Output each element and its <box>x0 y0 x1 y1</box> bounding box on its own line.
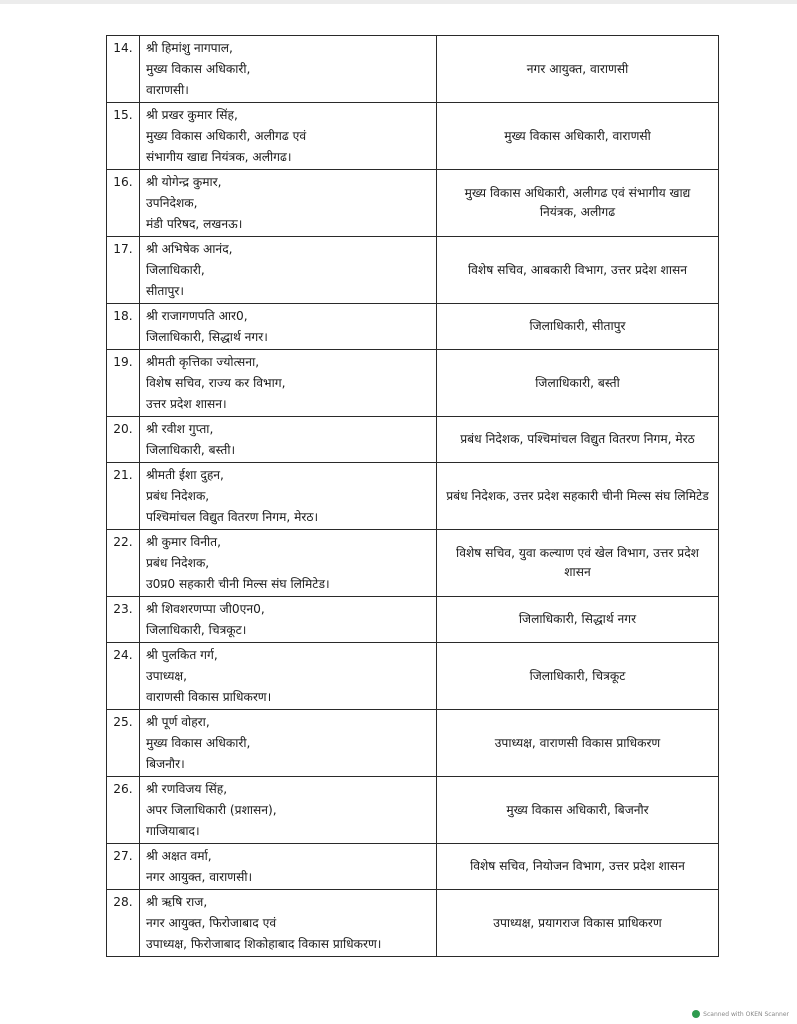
officer-detail-line: श्री पुलकित गर्ग, <box>146 648 218 662</box>
top-edge <box>0 0 797 4</box>
officer-detail-line: पश्चिमांचल विद्युत वितरण निगम, मेरठ। <box>146 510 319 524</box>
officer-current-posting <box>140 710 437 777</box>
officer-detail-line: संभागीय खाद्य नियंत्रक, अलीगढ। <box>146 150 292 164</box>
officer-current-posting <box>140 530 437 597</box>
table-row <box>107 597 719 643</box>
officer-detail-line: श्री पूर्ण वोहरा, <box>146 715 210 729</box>
officer-detail-line: सीतापुर। <box>146 284 185 298</box>
serial-number: 28. <box>107 890 140 957</box>
serial-number: 25. <box>107 710 140 777</box>
table-row <box>107 103 719 170</box>
table-row <box>107 36 719 103</box>
serial-number: 26. <box>107 777 140 844</box>
table-row <box>107 777 719 844</box>
officer-detail-line: श्री रणविजय सिंह, <box>146 782 228 796</box>
serial-number: 14. <box>107 36 140 103</box>
officer-current-posting <box>140 36 437 103</box>
officer-detail-line: मुख्य विकास अधिकारी, <box>146 736 251 750</box>
officer-detail-line: उपाध्यक्ष, फिरोजाबाद शिकोहाबाद विकास प्राधिकरण। <box>146 937 382 951</box>
serial-number: 20. <box>107 417 140 463</box>
officer-detail-line: श्री राजागणपति आर0, <box>146 309 248 323</box>
transfer-table <box>106 35 719 957</box>
new-posting: विशेष सचिव, आबकारी विभाग, उत्तर प्रदेश शासन <box>437 237 719 304</box>
serial-number: 19. <box>107 350 140 417</box>
officer-current-posting <box>140 643 437 710</box>
officer-detail-line: श्री अक्षत वर्मा, <box>146 849 212 863</box>
officer-detail-line: मुख्य विकास अधिकारी, अलीगढ एवं <box>146 129 307 143</box>
officer-detail-line: श्री अभिषेक आनंद, <box>146 242 233 256</box>
scanner-text: Scanned with OKEN Scanner <box>703 1010 789 1018</box>
scanner-watermark <box>692 1010 789 1018</box>
officer-current-posting <box>140 777 437 844</box>
officer-current-posting <box>140 597 437 643</box>
officer-detail-line: वाराणसी विकास प्राधिकरण। <box>146 690 272 704</box>
new-posting: नगर आयुक्त, वाराणसी <box>437 36 719 103</box>
officer-detail-line: जिलाधिकारी, बस्ती। <box>146 443 236 457</box>
table-row <box>107 890 719 957</box>
officer-detail-line: जिलाधिकारी, सिद्धार्थ नगर। <box>146 330 268 344</box>
officer-detail-line: जिलाधिकारी, चित्रकूट। <box>146 623 247 637</box>
new-posting: विशेष सचिव, नियोजन विभाग, उत्तर प्रदेश शासन <box>437 844 719 890</box>
serial-number: 23. <box>107 597 140 643</box>
serial-number: 22. <box>107 530 140 597</box>
new-posting: उपाध्यक्ष, वाराणसी विकास प्राधिकरण <box>437 710 719 777</box>
table-row <box>107 237 719 304</box>
new-posting: मुख्य विकास अधिकारी, वाराणसी <box>437 103 719 170</box>
officer-detail-line: वाराणसी। <box>146 83 189 97</box>
officer-detail-line: श्री प्रखर कुमार सिंह, <box>146 108 238 122</box>
officer-detail-line: मुख्य विकास अधिकारी, <box>146 62 251 76</box>
new-posting: प्रबंध निदेशक, पश्चिमांचल विद्युत वितरण निगम, मेरठ <box>437 417 719 463</box>
officer-current-posting <box>140 237 437 304</box>
officer-detail-line: प्रबंध निदेशक, <box>146 489 210 503</box>
officer-detail-line: उपाध्यक्ष, <box>146 669 188 683</box>
serial-number: 27. <box>107 844 140 890</box>
serial-number: 21. <box>107 463 140 530</box>
new-posting: जिलाधिकारी, सिद्धार्थ नगर <box>437 597 719 643</box>
officer-detail-line: प्रबंध निदेशक, <box>146 556 210 570</box>
serial-number: 18. <box>107 304 140 350</box>
table-row <box>107 304 719 350</box>
officer-current-posting <box>140 350 437 417</box>
officer-detail-line: बिजनौर। <box>146 757 185 771</box>
officer-current-posting <box>140 103 437 170</box>
officer-detail-line: उपनिदेशक, <box>146 196 198 210</box>
transfer-table-body <box>107 36 719 957</box>
officer-detail-line: मंडी परिषद, लखनऊ। <box>146 217 243 231</box>
scanner-logo-icon <box>692 1010 700 1018</box>
officer-detail-line: उ0प्र0 सहकारी चीनी मिल्स संघ लिमिटेड। <box>146 577 330 591</box>
serial-number: 15. <box>107 103 140 170</box>
table-row <box>107 643 719 710</box>
officer-detail-line: उत्तर प्रदेश शासन। <box>146 397 227 411</box>
officer-detail-line: श्रीमती ईशा दुहन, <box>146 468 224 482</box>
officer-detail-line: श्री कुमार विनीत, <box>146 535 221 549</box>
new-posting: जिलाधिकारी, सीतापुर <box>437 304 719 350</box>
officer-detail-line: अपर जिलाधिकारी (प्रशासन), <box>146 803 277 817</box>
new-posting: जिलाधिकारी, बस्ती <box>437 350 719 417</box>
officer-detail-line: श्री ऋषि राज, <box>146 895 208 909</box>
table-row <box>107 350 719 417</box>
officer-detail-line: श्री रवीश गुप्ता, <box>146 422 214 436</box>
new-posting: प्रबंध निदेशक, उत्तर प्रदेश सहकारी चीनी मिल्स संघ लिमिटेड <box>437 463 719 530</box>
new-posting: जिलाधिकारी, चित्रकूट <box>437 643 719 710</box>
table-row <box>107 530 719 597</box>
serial-number: 17. <box>107 237 140 304</box>
officer-current-posting <box>140 304 437 350</box>
officer-detail-line: जिलाधिकारी, <box>146 263 205 277</box>
serial-number: 24. <box>107 643 140 710</box>
officer-current-posting <box>140 844 437 890</box>
new-posting: विशेष सचिव, युवा कल्याण एवं खेल विभाग, उत्तर प्रदेश शासन <box>437 530 719 597</box>
officer-current-posting <box>140 417 437 463</box>
new-posting: मुख्य विकास अधिकारी, अलीगढ एवं संभागीय खाद्य नियंत्रक, अलीगढ <box>437 170 719 237</box>
officer-detail-line: गाजियाबाद। <box>146 824 200 838</box>
table-row <box>107 710 719 777</box>
officer-current-posting <box>140 890 437 957</box>
officer-detail-line: नगर आयुक्त, वाराणसी। <box>146 870 253 884</box>
table-row <box>107 170 719 237</box>
officer-current-posting <box>140 463 437 530</box>
officer-detail-line: श्री योगेन्द्र कुमार, <box>146 175 222 189</box>
table-row <box>107 463 719 530</box>
officer-detail-line: विशेष सचिव, राज्य कर विभाग, <box>146 376 286 390</box>
table-row <box>107 417 719 463</box>
officer-detail-line: श्री शिवशरणप्पा जी0एन0, <box>146 602 265 616</box>
officer-detail-line: नगर आयुक्त, फिरोजाबाद एवं <box>146 916 277 930</box>
table-row <box>107 844 719 890</box>
serial-number: 16. <box>107 170 140 237</box>
new-posting: मुख्य विकास अधिकारी, बिजनौर <box>437 777 719 844</box>
new-posting: उपाध्यक्ष, प्रयागराज विकास प्राधिकरण <box>437 890 719 957</box>
officer-current-posting <box>140 170 437 237</box>
officer-detail-line: श्रीमती कृत्तिका ज्योत्सना, <box>146 355 260 369</box>
officer-detail-line: श्री हिमांशु नागपाल, <box>146 41 233 55</box>
